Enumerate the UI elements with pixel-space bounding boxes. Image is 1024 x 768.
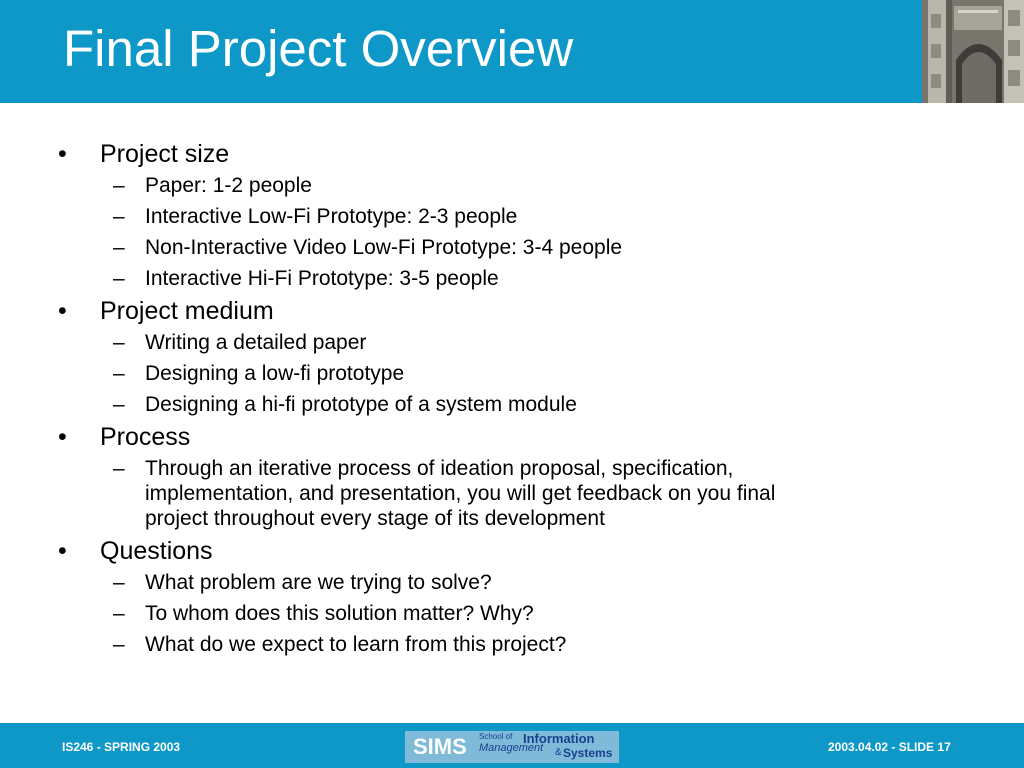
bullet-heading: Questions xyxy=(100,537,213,565)
dash-icon: – xyxy=(113,571,125,594)
logo-information: Information xyxy=(523,731,595,746)
bullet-process xyxy=(58,422,190,452)
sub-bullet-text: Paper: 1-2 people xyxy=(145,174,312,197)
sub-bullet-text: implementation, and presentation, you will get feedback on you final xyxy=(145,482,776,505)
bullet-icon: • xyxy=(58,140,67,168)
bullet-heading: Process xyxy=(100,423,191,451)
sub-bullet-text: Through an iterative process of ideation proposal, specification, xyxy=(145,457,734,480)
logo-school-of: School of xyxy=(479,732,513,741)
dash-icon: – xyxy=(113,633,125,656)
bullet-icon: • xyxy=(58,297,67,325)
sub-bullet-text: Interactive Low-Fi Prototype: 2-3 people xyxy=(145,205,518,228)
bullet-project-medium xyxy=(58,296,274,326)
sub-bullet-text: Designing a low-fi prototype xyxy=(145,362,405,385)
dash-icon: – xyxy=(113,457,125,480)
bullet-icon: • xyxy=(58,423,67,451)
bullet-heading: Project size xyxy=(100,140,230,168)
slide-title: Final Project Overview xyxy=(63,20,574,77)
sub-bullet-text: Interactive Hi-Fi Prototype: 3-5 people xyxy=(145,267,499,290)
logo-systems: Systems xyxy=(563,746,613,760)
sub-bullet-text: To whom does this solution matter? Why? xyxy=(145,602,534,625)
dash-icon: – xyxy=(113,331,125,354)
footer-slide-number: 2003.04.02 - SLIDE 17 xyxy=(828,740,951,754)
bullet-project-size xyxy=(58,139,229,169)
bullet-questions xyxy=(58,536,213,566)
sub-bullet-text: Designing a hi-fi prototype of a system module xyxy=(145,393,577,416)
sub-bullet-text: What problem are we trying to solve? xyxy=(145,571,492,594)
dash-icon: – xyxy=(113,236,125,259)
dash-icon: – xyxy=(113,267,125,290)
dash-icon: – xyxy=(113,602,125,625)
sims-logo xyxy=(405,731,619,763)
footer-course: IS246 - SPRING 2003 xyxy=(62,740,181,754)
dash-icon: – xyxy=(113,393,125,416)
logo-sims: SIMS xyxy=(413,734,467,759)
bullet-icon: • xyxy=(58,537,67,565)
sub-bullet-text: Writing a detailed paper xyxy=(145,331,367,354)
bullet-heading: Project medium xyxy=(100,297,274,325)
logo-management: Management xyxy=(479,742,544,754)
logo-and: & xyxy=(555,747,562,758)
dash-icon: – xyxy=(113,205,125,228)
sub-bullet-text: Non-Interactive Video Low-Fi Prototype: 3-4 people xyxy=(145,236,623,259)
sub-bullet-text: What do we expect to learn from this project? xyxy=(145,633,567,656)
dash-icon: – xyxy=(113,174,125,197)
dash-icon: – xyxy=(113,362,125,385)
sub-bullet-text: project throughout every stage of its development xyxy=(145,507,605,530)
